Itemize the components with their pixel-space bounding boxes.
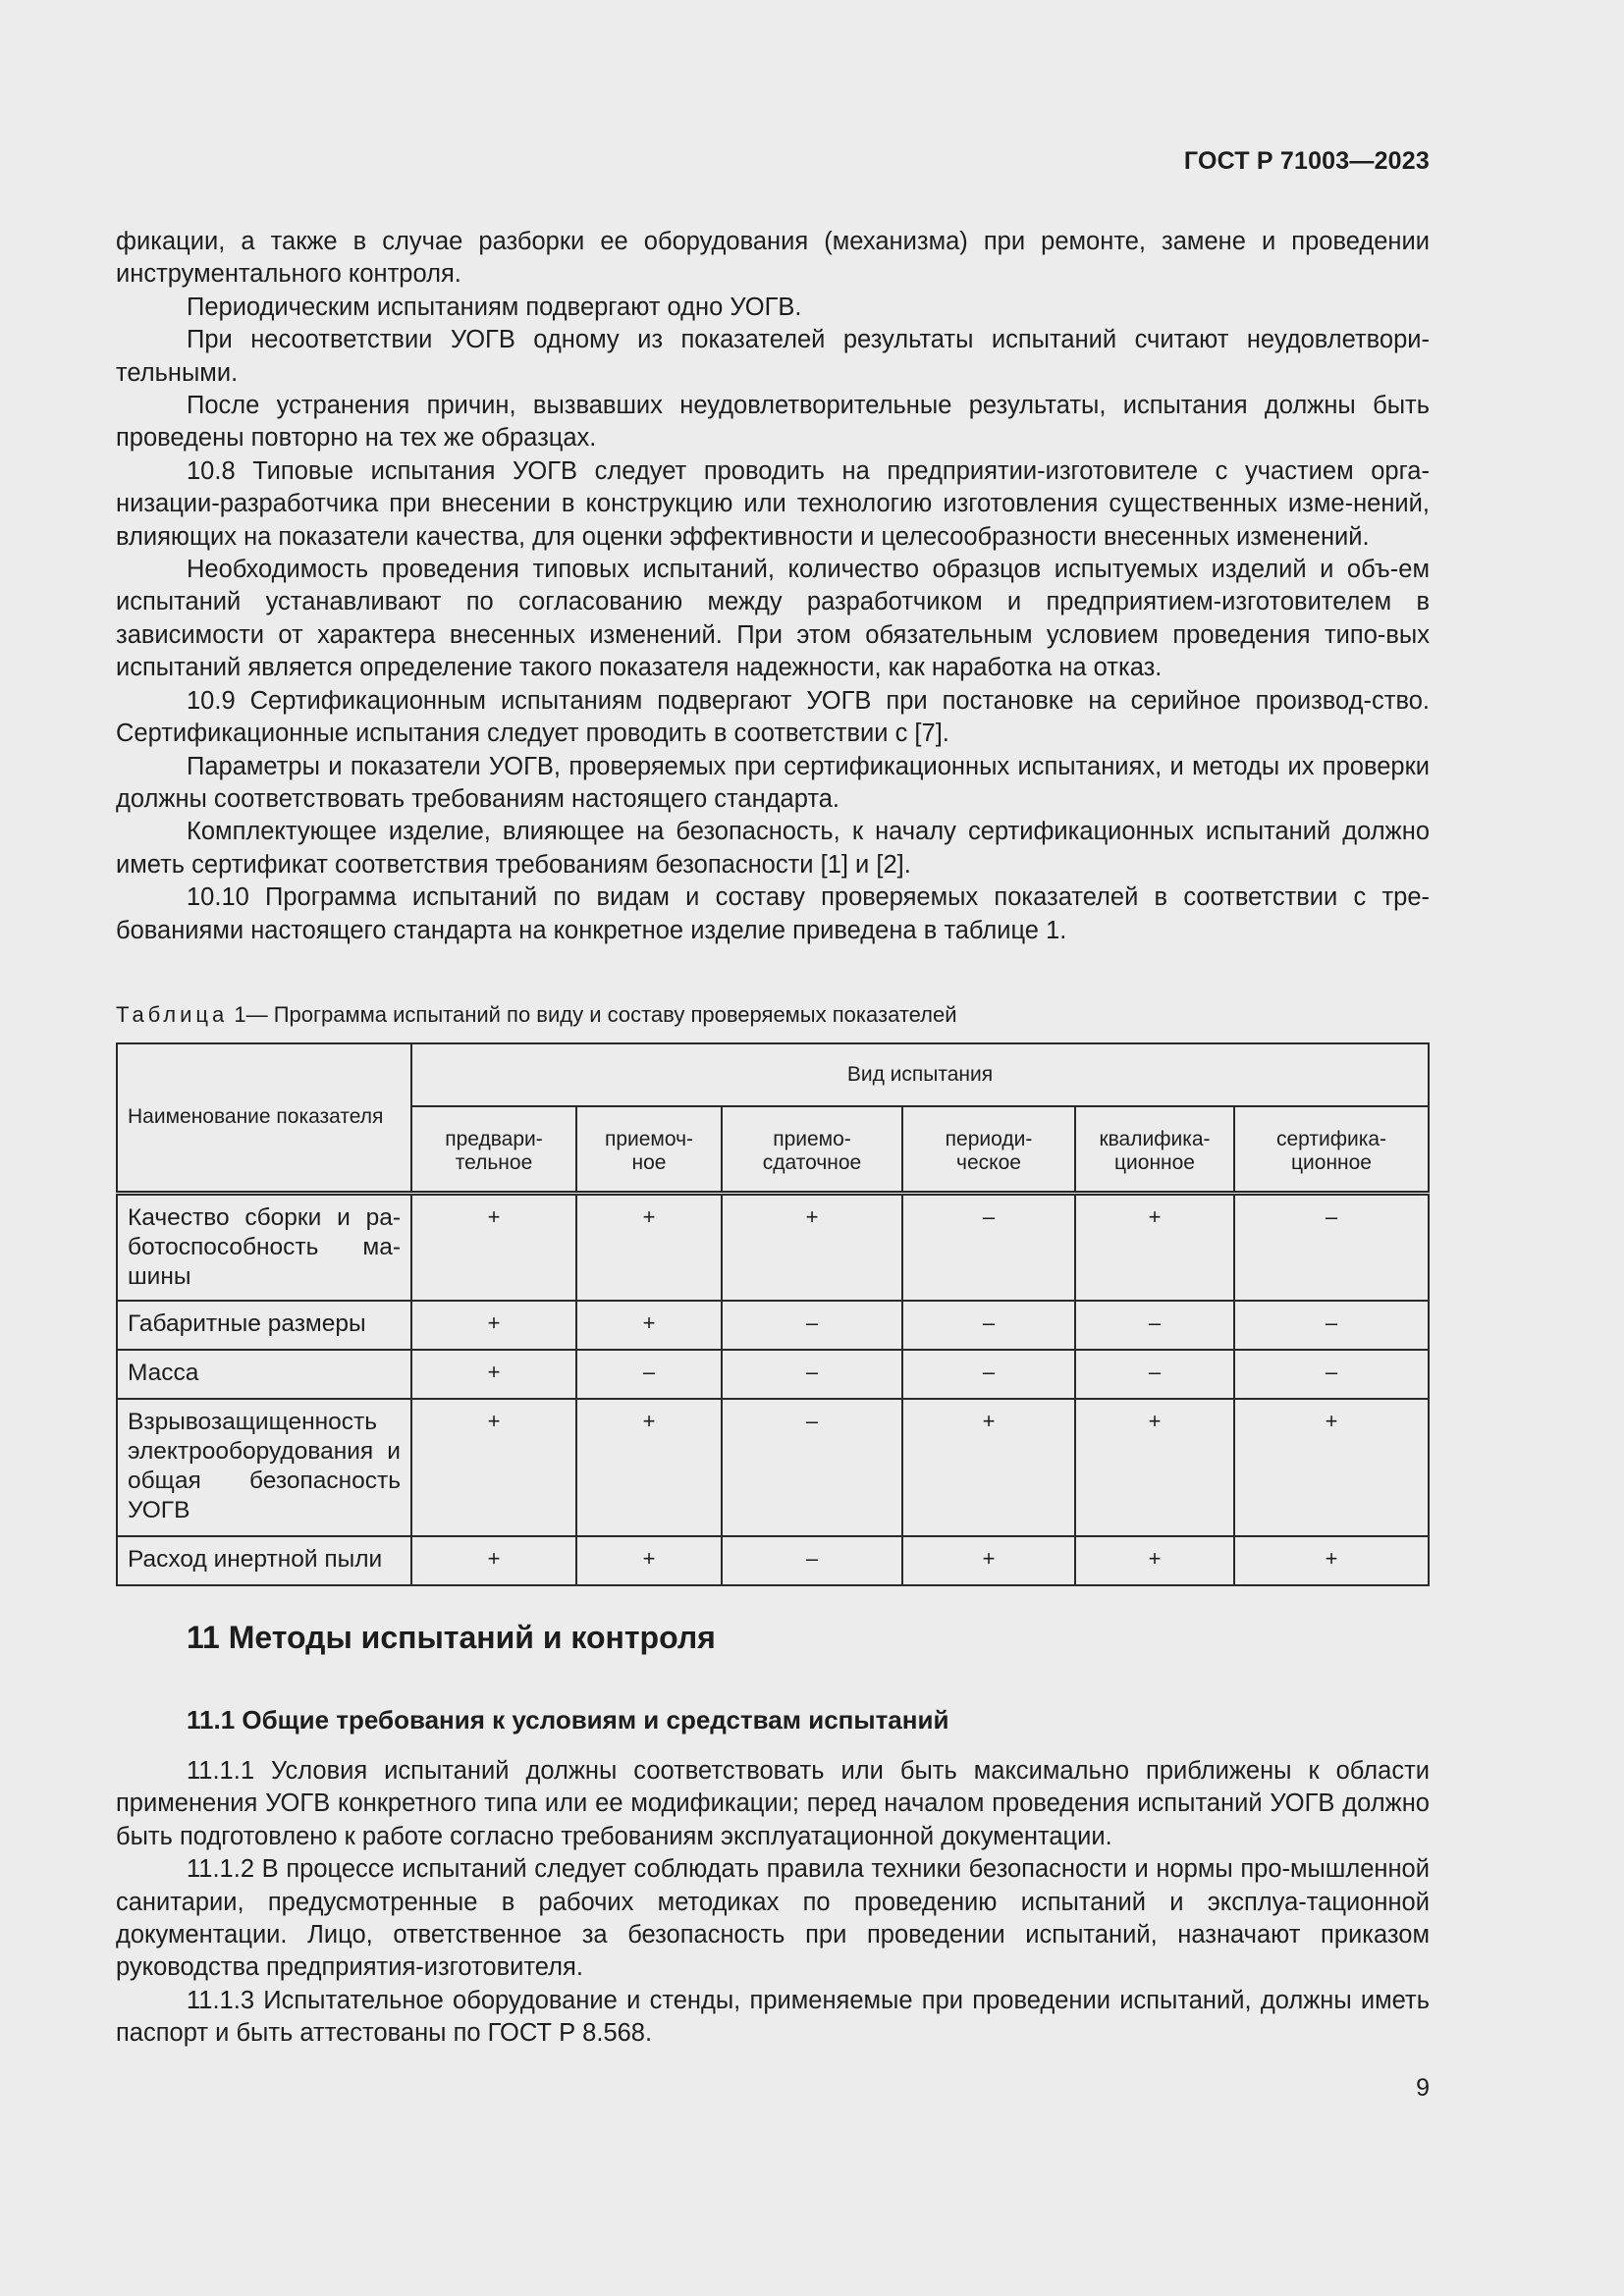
column-group-header-test-type: Вид испытания [411,1043,1429,1106]
column-header-indicator-name: Наименование показателя [117,1043,411,1193]
table-row [117,1536,1429,1585]
body-text-bottom [116,1755,1430,2051]
column-header-line: приемо- [773,1128,851,1151]
table-cell-mark: – [1234,1193,1429,1301]
section-11-heading: 11 Методы испытаний и контроля [187,1620,716,1655]
column-header-line: сертифика- [1275,1128,1387,1151]
table-cell-mark: – [722,1301,902,1350]
paragraph: 11.1.1 Условия испытаний должны соответствовать или быть максимально приближены к области применения УОГВ конкретного типа или ее модификации; перед началом проведения испытаний УОГВ должно быть подготовлено к работе согласно требованиям эксплуатационной документации. [116,1757,1430,1850]
table-cell-mark: + [411,1399,576,1536]
row-indicator-name: Взрывозащищенность электрооборудования и общая безопасность УОГВ [117,1399,411,1536]
table-cell-mark: – [902,1350,1075,1399]
table-cell-mark: – [722,1536,902,1585]
table-cell-mark: + [576,1193,722,1301]
table-row [117,1193,1429,1301]
table-caption-prefix: Таблица [116,1002,229,1027]
table-cell-mark: – [1234,1301,1429,1350]
table-cell-mark: + [411,1193,576,1301]
table-cell-mark: – [1075,1350,1234,1399]
column-header-line: ное [631,1151,667,1175]
column-header-line: сдаточное [762,1151,862,1175]
table-cell-mark: – [1234,1350,1429,1399]
table-cell-mark: + [576,1399,722,1536]
column-header-line: периоди- [945,1128,1033,1151]
table-cell-mark: + [1075,1193,1234,1301]
column-header-line: ческое [956,1151,1021,1175]
section-11-1-heading: 11.1 Общие требования к условиям и средствам испытаний [187,1705,949,1735]
table-cell-mark: + [576,1301,722,1350]
table-row [117,1350,1429,1399]
column-header-line: ционное [1291,1151,1372,1175]
paragraph: Комплектующее изделие, влияющее на безопасность, к началу сертификационных испытаний должно иметь сертификат соответствия требованиям безопасности [1] и [2]. [116,818,1430,879]
paragraph: При несоответствии УОГВ одному из показателей результаты испытаний считают неудовлетвори-тельными. [116,326,1430,387]
table-caption [116,1001,957,1029]
table-cell-mark: + [902,1399,1075,1536]
column-header-test-type [411,1106,576,1193]
table-cell-mark: + [722,1193,902,1301]
column-header-test-type [1234,1106,1429,1193]
table-cell-mark: + [411,1536,576,1585]
paragraph: Параметры и показатели УОГВ, проверяемых при сертификационных испытаниях, и методы их проверки должны соответствовать требованиям настоящего стандарта. [116,752,1430,813]
table-cell-mark: + [1075,1536,1234,1585]
table-row [117,1301,1429,1350]
table-row [117,1399,1429,1536]
column-header-test-type [902,1106,1075,1193]
table-cell-mark: + [902,1536,1075,1585]
table-cell-mark: – [902,1193,1075,1301]
column-header-line: тельное [455,1151,533,1175]
table-cell-mark: – [576,1350,722,1399]
column-header-line: квалифика- [1099,1128,1211,1151]
paragraph: После устранения причин, вызвавших неудовлетворительные результаты, испытания должны быть проведены повторно на тех же образцах. [116,392,1430,453]
table-cell-mark: + [411,1350,576,1399]
paragraph: 10.8 Типовые испытания УОГВ следует проводить на предприятии-изготовителе с участием орга-низации-разработчика при внесении в конструкцию или технологию изготовления существенных изме-нений, влияющих на показатели качества, для оценки эффективности и целесообразности внесенных изменений. [116,456,1430,551]
row-indicator-name: Габаритные размеры [117,1301,411,1350]
table-cell-mark: – [1075,1301,1234,1350]
test-program-table [116,1042,1430,1586]
row-indicator-name: Качество сборки и ра-ботоспособность ма-шины [117,1193,411,1301]
table-cell-mark: + [1075,1399,1234,1536]
table-cell-mark: – [722,1399,902,1536]
column-header-line: ционное [1114,1151,1195,1175]
table-cell-mark: + [1234,1536,1429,1585]
row-indicator-name: Масса [117,1350,411,1399]
paragraph: 11.1.2 В процессе испытаний следует соблюдать правила техники безопасности и нормы про-мышленной санитарии, предусмотренные в рабочих методиках по проведению испытаний и эксплуа-тационной документации. Лицо, ответственное за безопасность при проведении испытаний, назначают приказом руководства предприятия-изготовителя. [116,1855,1430,1982]
row-indicator-name: Расход инертной пыли [117,1536,411,1585]
paragraph: фикации, а также в случае разборки ее оборудования (механизма) при ремонте, замене и проведении инструментального контроля. [116,228,1430,289]
paragraph: Периодическим испытаниям подвергают одно УОГВ. [187,293,802,321]
table-cell-mark: – [722,1350,902,1399]
column-header-test-type [722,1106,902,1193]
table-cell-mark: + [576,1536,722,1585]
column-header-test-type [1075,1106,1234,1193]
page-number: 9 [1416,2074,1430,2102]
paragraph: Необходимость проведения типовых испытаний, количество образцов испытуемых изделий и объ-ем испытаний устанавливают по согласованию между разработчиком и предприятием-изготовителем в зависимости от характера внесенных изменений. При этом обязательным условием проведения типо-вых испытаний является определение такого показателя надежности, как наработка на отказ. [116,556,1430,682]
table-cell-mark: + [1234,1399,1429,1536]
paragraph: 10.9 Сертификационным испытаниям подвергают УОГВ при постановке на серийное производ-ство. Сертификационные испытания следует проводить в соответствии с [7]. [116,686,1430,748]
table-cell-mark: + [411,1301,576,1350]
column-header-line: предвари- [445,1128,543,1151]
document-code-header: ГОСТ Р 71003—2023 [1183,147,1430,175]
table-caption-text: 1— Программа испытаний по виду и составу проверяемых показателей [234,1002,957,1027]
column-header-line: приемоч- [604,1128,694,1151]
body-text-top [116,226,1430,947]
paragraph: 10.10 Программа испытаний по видам и составу проверяемых показателей в соответствии с тре-бованиями настоящего стандарта на конкретное изделие приведена в таблице 1. [116,883,1430,944]
paragraph: 11.1.3 Испытательное оборудование и стенды, применяемые при проведении испытаний, должны иметь паспорт и быть аттестованы по ГОСТ Р 8.568. [116,1986,1430,2048]
column-header-test-type [576,1106,722,1193]
table-cell-mark: – [902,1301,1075,1350]
